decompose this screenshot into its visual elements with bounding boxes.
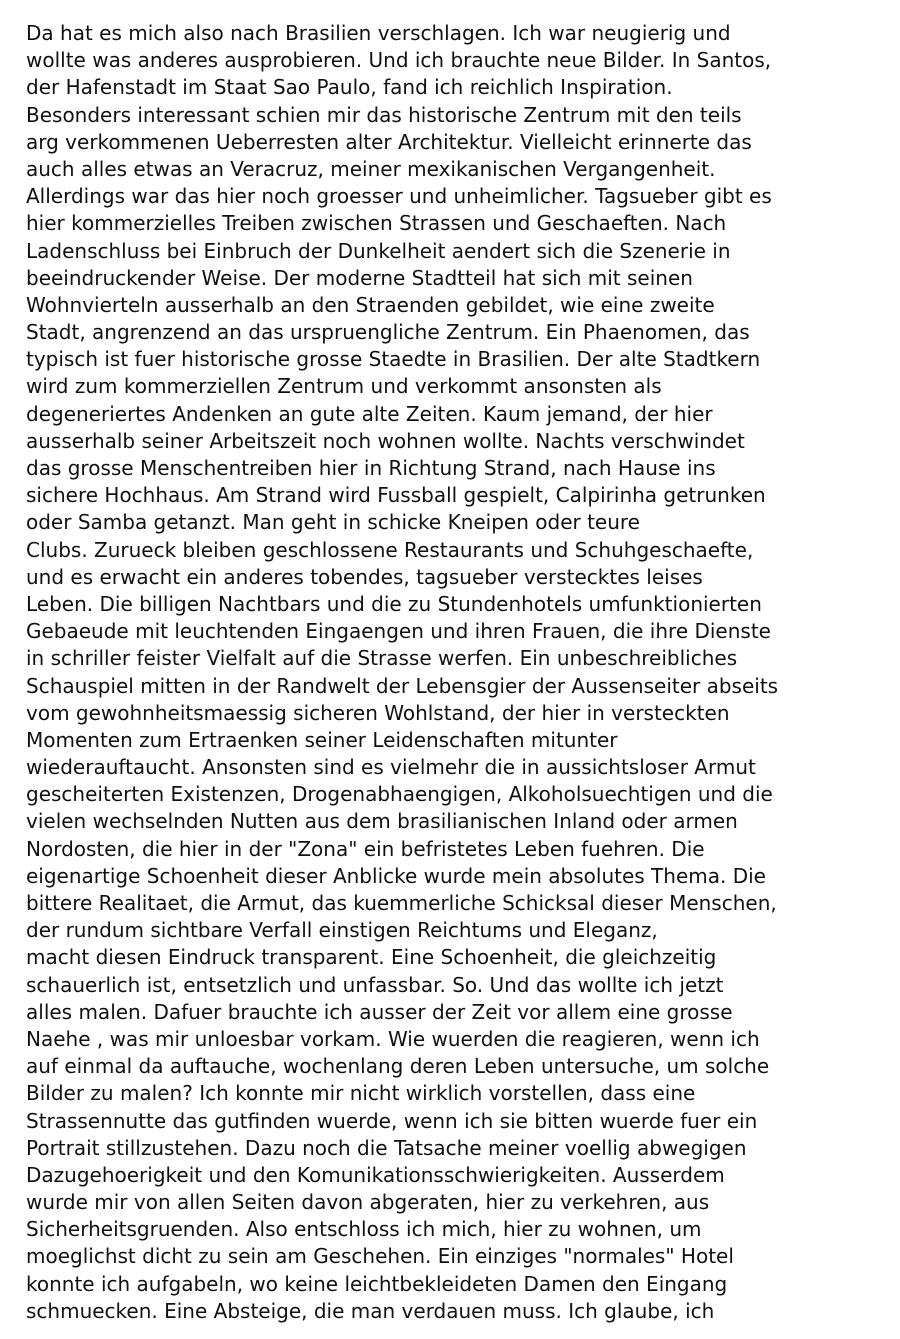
text-line: oder Samba getanzt. Man geht in schicke Kneipen oder teure bbox=[26, 510, 640, 535]
text-line: Sicherheitsgruenden. Also entschloss ich mich, hier zu wohnen, um bbox=[26, 1217, 702, 1242]
text-line: wurde mir von allen Seiten davon abgeraten, hier zu verkehren, aus bbox=[26, 1190, 710, 1215]
text-line: und es erwacht ein anderes tobendes, tagsueber verstecktes leises bbox=[26, 564, 703, 589]
text-line: Bilder zu malen? Ich konnte mir nicht wirklich vorstellen, dass eine bbox=[26, 1081, 696, 1106]
text-line: gescheiterten Existenzen, Drogenabhaengigen, Alkoholsuechtigen und die bbox=[26, 782, 773, 807]
text-line: Stadt, angrenzend an das urspruengliche Zentrum. Ein Phaenomen, das bbox=[26, 320, 750, 345]
text-line: hier kommerzielles Treiben zwischen Strassen und Geschaeften. Nach bbox=[26, 211, 727, 236]
text-line: Strassennutte das gutfinden wuerde, wenn ich sie bitten wuerde fuer ein bbox=[26, 1108, 758, 1133]
text-line: arg verkommenen Ueberresten alter Architektur. Vielleicht erinnerte das bbox=[26, 129, 752, 154]
text-line: vielen wechselnden Nutten aus dem brasilianischen Inland oder armen bbox=[26, 809, 738, 834]
text-line: beeindruckender Weise. Der moderne Stadtteil hat sich mit seinen bbox=[26, 265, 693, 290]
text-line: Schauspiel mitten in der Randwelt der Lebensgier der Aussenseiter abseits bbox=[26, 673, 779, 698]
text-line: Allerdings war das hier noch groesser und unheimlicher. Tagsueber gibt es bbox=[26, 184, 772, 209]
text-line: wird zum kommerziellen Zentrum und verkommt ansonsten als bbox=[26, 374, 662, 399]
text-line: sichere Hochhaus. Am Strand wird Fussball gespielt, Calpirinha getrunken bbox=[26, 483, 766, 508]
text-line: bittere Realitaet, die Armut, das kuemmerliche Schicksal dieser Menschen, bbox=[26, 891, 777, 915]
text-line: Dazugehoerigkeit und den Komunikationsschwierigkeiten. Ausserdem bbox=[26, 1162, 725, 1187]
text-line: Ladenschluss bei Einbruch der Dunkelheit aendert sich die Szenerie in bbox=[26, 238, 731, 263]
text-line: Portrait stillzustehen. Dazu noch die Tatsache meiner voellig abwegigen bbox=[26, 1135, 747, 1160]
text-line: Naehe , was mir unloesbar vorkam. Wie wuerden die reagieren, wenn ich bbox=[26, 1026, 760, 1051]
text-line: Wohnvierteln ausserhalb an den Straenden gebildet, wie eine zweite bbox=[26, 292, 715, 317]
text-line: wiederauftaucht. Ansonsten sind es vielmehr die in aussichtsloser Armut bbox=[26, 755, 756, 780]
text-line: Besonders interessant schien mir das historische Zentrum mit den teils bbox=[26, 102, 742, 127]
text-line: Da hat es mich also nach Brasilien verschlagen. Ich war neugierig und bbox=[26, 21, 731, 45]
text-line: der Hafenstadt im Staat Sao Paulo, fand ich reichlich Inspiration. bbox=[26, 75, 673, 100]
text-line: moeglichst dicht zu sein am Geschehen. Ein einziges "normales" Hotel bbox=[26, 1244, 734, 1269]
text-line: Gebaeude mit leuchtenden Eingaengen und ihren Frauen, die ihre Dienste bbox=[26, 619, 771, 644]
text-line: vom gewohnheitsmaessig sicheren Wohlstand, der hier in versteckten bbox=[26, 700, 730, 725]
text-line: schmuecken. Eine Absteige, die man verdauen muss. Ich glaube, ich bbox=[26, 1298, 715, 1323]
text-line: auf einmal da auftauche, wochenlang deren Leben untersuche, um solche bbox=[26, 1054, 770, 1079]
text-line: konnte ich aufgabeln, wo keine leichtbekleideten Damen den Eingang bbox=[26, 1271, 728, 1296]
text-line: der rundum sichtbare Verfall einstigen Reichtums und Eleganz, bbox=[26, 918, 658, 943]
text-line: Leben. Die billigen Nachtbars und die zu Stundenhotels umfunktionierten bbox=[26, 591, 762, 616]
text-line: wollte was anderes ausprobieren. Und ich brauchte neue Bilder. In Santos, bbox=[26, 48, 772, 73]
text-line: schauerlich ist, entsetzlich und unfassbar. So. Und das wollte ich jetzt bbox=[26, 972, 724, 997]
text-line: Nordosten, die hier in der "Zona" ein befristetes Leben fuehren. Die bbox=[26, 836, 705, 861]
text-line: degeneriertes Andenken an gute alte Zeiten. Kaum jemand, der hier bbox=[26, 401, 713, 426]
text-line: auch alles etwas an Veracruz, meiner mexikanischen Vergangenheit. bbox=[26, 156, 716, 181]
body-text bbox=[26, 20, 896, 1325]
text-line: typisch ist fuer historische grosse Staedte in Brasilien. Der alte Stadtkern bbox=[26, 347, 761, 372]
text-line: das grosse Menschentreiben hier in Richtung Strand, nach Hause ins bbox=[26, 456, 716, 480]
text-line: alles malen. Dafuer brauchte ich ausser der Zeit vor allem eine grosse bbox=[26, 999, 733, 1024]
text-line: Clubs. Zurueck bleiben geschlossene Restaurants und Schuhgeschaefte, bbox=[26, 537, 754, 562]
text-line: Momenten zum Ertraenken seiner Leidenschaften mitunter bbox=[26, 727, 618, 752]
text-line: macht diesen Eindruck transparent. Eine Schoenheit, die gleichzeitig bbox=[26, 945, 717, 970]
text-line: eigenartige Schoenheit dieser Anblicke wurde mein absolutes Thema. Die bbox=[26, 863, 766, 888]
text-line: ausserhalb seiner Arbeitszeit noch wohnen wollte. Nachts verschwindet bbox=[26, 428, 745, 453]
text-line: in schriller feister Vielfalt auf die Strasse werfen. Ein unbeschreibliches bbox=[26, 646, 738, 671]
